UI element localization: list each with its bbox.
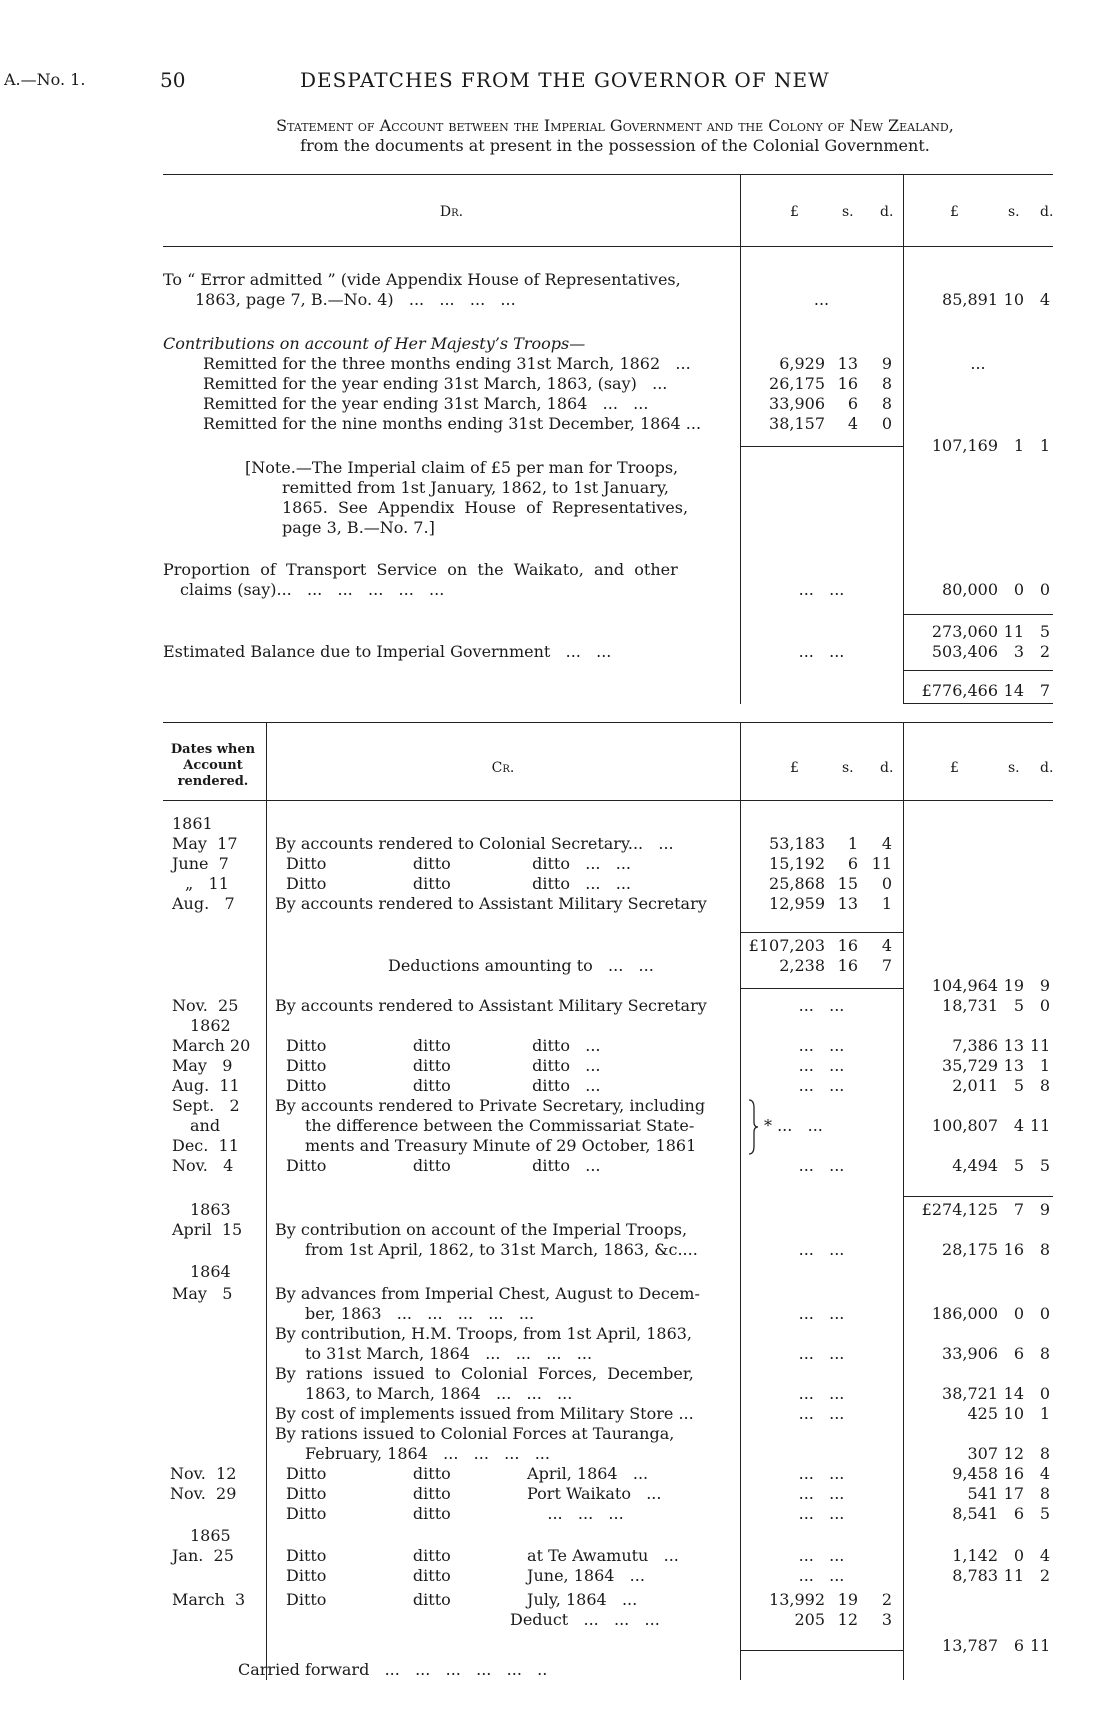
cr-row-mid: ... ...: [798, 1156, 845, 1175]
error-mid-dots: ...: [813, 290, 830, 309]
cr-net1-shillings: 19: [1003, 976, 1024, 995]
error-line-2: 1863, page 7, B.—No. 4) ... ... ... ...: [195, 290, 516, 309]
remit-4-pence: 0: [881, 414, 892, 433]
cr-row-date: Aug. 7: [172, 894, 235, 913]
page-title: DESPATCHES FROM THE GOVERNOR OF NEW: [300, 68, 830, 92]
implements-text: By cost of implements issued from Military Store ...: [275, 1404, 694, 1423]
dr-col-pound: £: [790, 204, 799, 220]
note-line-2: remitted from 1st January, 1862, to 1st January,: [282, 478, 669, 497]
cr-row-text: Ditto ditto April, 1864 ...: [286, 1464, 649, 1483]
deductions-pence: 7: [881, 956, 892, 975]
cr-row-mid: ... ...: [798, 1036, 845, 1055]
remit-1-pence: 9: [881, 354, 892, 373]
cr-row-shillings: 5: [1013, 1156, 1024, 1175]
cr-row-mid: ... ...: [798, 1076, 845, 1095]
cr-row-pence: 8: [1039, 1076, 1050, 1095]
dr-heading: Dr.: [439, 204, 464, 220]
rations-mid: ... ...: [798, 1384, 845, 1403]
cr-row-shillings: 6: [1013, 1504, 1024, 1523]
transport-line-1: Proportion of Transport Service on the Waikato, and other: [163, 560, 678, 579]
cr-row-date: Jan. 25: [172, 1546, 234, 1565]
dr-subtotal-pounds: 273,060: [931, 622, 998, 641]
private-pence: 11: [1030, 1116, 1051, 1135]
tauranga-line-2: February, 1864 ... ... ... ...: [305, 1444, 550, 1463]
deduct-text: Deduct ... ... ...: [510, 1610, 660, 1629]
error-line-1: To “ Error admitted ” (vide Appendix House of Representatives,: [163, 270, 681, 289]
cr-row-pence: 1: [881, 894, 892, 913]
balance-label: Estimated Balance due to Imperial Government ... ...: [163, 642, 612, 661]
remit-4-shillings: 4: [847, 414, 858, 433]
cr-row-pounds: 15,192: [769, 854, 825, 873]
remit-3-label: Remitted for the year ending 31st March, 1864 ... ...: [203, 394, 649, 413]
rations-pence: 0: [1039, 1384, 1050, 1403]
cr-row-pounds: 12,959: [769, 894, 825, 913]
page-number: 50: [160, 68, 186, 92]
net-last-pence: 11: [1030, 1636, 1051, 1655]
cr-row-pounds: 9,458: [952, 1464, 998, 1483]
cr-sum2-pence: 9: [1039, 1200, 1050, 1219]
net-last-shillings: 6: [1013, 1636, 1024, 1655]
dr-grand-total-pence: 7: [1039, 681, 1050, 700]
dr-col-pound-2: £: [950, 204, 959, 220]
implements-pence: 1: [1039, 1404, 1050, 1423]
cr-row-text: Ditto ditto ... ... ...: [286, 1504, 624, 1523]
cr-row-text: Ditto ditto ditto ...: [286, 1156, 601, 1175]
private-date-2: and: [190, 1116, 221, 1135]
year-1863: 1863: [190, 1200, 231, 1219]
dr-head-rule: [163, 246, 1053, 247]
cr-heading: Cr.: [491, 760, 515, 776]
cr-row-date: March 3: [172, 1590, 246, 1609]
cr-row-date: April 15: [172, 1220, 243, 1239]
contrib64-line-2: to 31st March, 1864 ... ... ... ...: [305, 1344, 593, 1363]
cr-row-date: Nov. 25: [172, 996, 239, 1015]
remit-1-label: Remitted for the three months ending 31st March, 1862 ...: [203, 354, 691, 373]
error-total-pence: 4: [1039, 290, 1050, 309]
cr-row-shillings: 6: [847, 854, 858, 873]
error-total-shillings: 10: [1003, 290, 1024, 309]
cr-col-pence: d.: [880, 760, 894, 776]
cr-row-text: By accounts rendered to Assistant Military Secretary: [275, 894, 707, 913]
april-pence: 8: [1039, 1240, 1050, 1259]
cr-row-shillings: 15: [837, 874, 858, 893]
error-total-pounds: 85,891: [942, 290, 998, 309]
cr-row-mid: ... ...: [798, 996, 845, 1015]
contributions-total-shillings: 1: [1013, 436, 1024, 455]
remit-1-shillings: 13: [837, 354, 858, 373]
cr-row-pence: 0: [1039, 996, 1050, 1015]
cr-row-pounds: 7,386: [952, 1036, 998, 1055]
document-reference: A.—No. 1.: [4, 70, 86, 89]
balance-shillings: 3: [1013, 642, 1024, 661]
cr-row-pence: 5: [1039, 1156, 1050, 1175]
cr-row-date: Aug. 11: [172, 1076, 240, 1095]
private-date-1: Sept. 2: [172, 1096, 240, 1115]
april-line-1: By contribution on account of the Imperial Troops,: [275, 1220, 688, 1239]
cr-row-pounds: 35,729: [942, 1056, 998, 1075]
subtitle-line-2: from the documents at present in the possession of the Colonial Government.: [300, 136, 930, 155]
year-1862: 1862: [190, 1016, 231, 1035]
cr-row-pounds: 541: [967, 1484, 998, 1503]
cr-row-shillings: 13: [1003, 1036, 1024, 1055]
cr-row-shillings: 11: [1003, 1566, 1024, 1585]
private-mid: * ... ...: [764, 1116, 823, 1135]
cr-row-date: „ 11: [185, 874, 229, 893]
deductions-shillings: 16: [837, 956, 858, 975]
cr-row-shillings: 1: [847, 834, 858, 853]
dates-heading: Dates when Account rendered.: [170, 742, 256, 789]
cr-row-date: May 17: [172, 834, 238, 853]
cr-row-pence: 2: [1039, 1566, 1050, 1585]
note-line-3: 1865. See Appendix House of Representatives,: [282, 498, 689, 517]
note-line-4: page 3, B.—No. 7.]: [282, 518, 435, 537]
contributions-total-pence: 1: [1039, 436, 1050, 455]
may5-mid: ... ...: [798, 1304, 845, 1323]
cr-row-text: By accounts rendered to Colonial Secretary... ...: [275, 834, 674, 853]
contrib64-mid: ... ...: [798, 1344, 845, 1363]
may5-shillings: 0: [1013, 1304, 1024, 1323]
implements-mid: ... ...: [798, 1404, 845, 1423]
tauranga-pounds: 307: [967, 1444, 998, 1463]
cr-row-mid: ... ...: [798, 1056, 845, 1075]
private-line-2: the difference between the Commissariat State-: [305, 1116, 695, 1135]
tauranga-pence: 8: [1039, 1444, 1050, 1463]
carried-forward: Carried forward ... ... ... ... ... ..: [238, 1660, 548, 1679]
april-line-2: from 1st April, 1862, to 31st March, 1863, &c....: [305, 1240, 698, 1259]
deduct-pence: 3: [881, 1610, 892, 1629]
cr-row-text: Ditto ditto ditto ...: [286, 1036, 601, 1055]
dr-col-pence: d.: [880, 204, 894, 220]
transport-total-pence: 0: [1039, 580, 1050, 599]
cr-row-pounds: 4,494: [952, 1156, 998, 1175]
cr-row-shillings: 5: [1013, 1076, 1024, 1095]
dr-grand-total-pounds: £776,466: [921, 681, 998, 700]
remit-2-pounds: 26,175: [769, 374, 825, 393]
cr-row-text: Ditto ditto ditto ... ...: [286, 854, 632, 873]
transport-total-shillings: 0: [1013, 580, 1024, 599]
cr-sum1-shillings: 16: [837, 936, 858, 955]
cr-col-pound: £: [790, 760, 799, 776]
rations-line-1: By rations issued to Colonial Forces, December,: [275, 1364, 694, 1383]
cr-net1-rule: [740, 988, 903, 989]
dr-col-pence-2: d.: [1040, 204, 1054, 220]
may5-pounds: 186,000: [931, 1304, 998, 1323]
cr-row-pence: 4: [1039, 1464, 1050, 1483]
cr-row-text: Ditto ditto Port Waikato ...: [286, 1484, 662, 1503]
subtitle-line-1: Statement of Account between the Imperial Government and the Colony of New Zealand,: [276, 116, 954, 135]
private-line-3: ments and Treasury Minute of 29 October, 1861: [305, 1136, 697, 1155]
cr-row-pence: 4: [881, 834, 892, 853]
dr-remit-sum-rule: [740, 446, 903, 447]
private-shillings: 4: [1013, 1116, 1024, 1135]
april-pounds: 28,175: [942, 1240, 998, 1259]
cr-sum1-pence: 4: [881, 936, 892, 955]
cr-row-text: Ditto ditto ditto ...: [286, 1056, 601, 1075]
note-line-1: [Note.—The Imperial claim of £5 per man for Troops,: [245, 458, 679, 477]
contributions-dots: ...: [970, 354, 986, 373]
cr-row-text: Ditto ditto at Te Awamutu ...: [286, 1546, 679, 1565]
remit-3-pounds: 33,906: [769, 394, 825, 413]
cr-row-shillings: 13: [1003, 1056, 1024, 1075]
cr-row-pounds: 8,541: [952, 1504, 998, 1523]
balance-pence: 2: [1039, 642, 1050, 661]
deductions-pounds: 2,238: [779, 956, 825, 975]
cr-row-text: Ditto ditto ditto ... ...: [286, 874, 632, 893]
private-pounds: 100,807: [931, 1116, 998, 1135]
april-shillings: 16: [1003, 1240, 1024, 1259]
cr-row-pence: 5: [1039, 1504, 1050, 1523]
net-last-pounds: 13,787: [942, 1636, 998, 1655]
transport-line-2: claims (say)... ... ... ... ... ...: [180, 580, 445, 599]
cr-row-pounds: 2,011: [952, 1076, 998, 1095]
cr-net1-pence: 9: [1039, 976, 1050, 995]
cr-row-mid: ... ...: [798, 1566, 845, 1585]
implements-pounds: 425: [967, 1404, 998, 1423]
balance-mid-dots: ... ...: [798, 642, 845, 661]
march3-pence: 2: [881, 1590, 892, 1609]
dr-grand-total-shillings: 14: [1003, 681, 1024, 700]
remit-3-shillings: 6: [847, 394, 858, 413]
statement-subtitle: [170, 116, 1060, 156]
remit-1-pounds: 6,929: [779, 354, 825, 373]
cr-row-mid: ... ...: [798, 1546, 845, 1565]
year-1861: 1861: [172, 814, 213, 833]
cr-col-shillings-2: s.: [1008, 760, 1020, 776]
march3-shillings: 19: [837, 1590, 858, 1609]
cr-row-pence: 4: [1039, 1546, 1050, 1565]
may5-pence: 0: [1039, 1304, 1050, 1323]
rations-shillings: 14: [1003, 1384, 1024, 1403]
remit-2-pence: 8: [881, 374, 892, 393]
year-1864: 1864: [190, 1262, 231, 1281]
balance-pounds: 503,406: [931, 642, 998, 661]
cr-sum1-rule: [740, 932, 903, 933]
cr-row-text: Ditto ditto June, 1864 ...: [286, 1566, 645, 1585]
cr-row-pence: 8: [1039, 1484, 1050, 1503]
deductions-label: Deductions amounting to ... ...: [388, 956, 654, 975]
cr-row-pence: 1: [1039, 1056, 1050, 1075]
remit-2-label: Remitted for the year ending 31st March, 1863, (say) ...: [203, 374, 668, 393]
may5-line-1: By advances from Imperial Chest, August to Decem-: [275, 1284, 700, 1303]
remit-2-shillings: 16: [837, 374, 858, 393]
implements-shillings: 10: [1003, 1404, 1024, 1423]
cr-sum1-pounds: £107,203: [748, 936, 825, 955]
cr-col-shillings: s.: [842, 760, 854, 776]
rations-pounds: 38,721: [942, 1384, 998, 1403]
cr-net1-pounds: 104,964: [931, 976, 998, 995]
cr-row-pounds: 8,783: [952, 1566, 998, 1585]
contributions-heading: Contributions on account of Her Majesty’s Troops—: [163, 334, 586, 353]
cr-row-shillings: 17: [1003, 1484, 1024, 1503]
dr-subtotal-rule: [903, 614, 1053, 615]
dr-subtotal-pence: 5: [1039, 622, 1050, 641]
dr-total-rule: [903, 670, 1053, 671]
private-line-1: By accounts rendered to Private Secretary, including: [275, 1096, 706, 1115]
dr-col-shillings: s.: [842, 204, 854, 220]
dr-subtotal-shillings: 11: [1003, 622, 1024, 641]
deduct-shillings: 12: [837, 1610, 858, 1629]
contributions-total-pounds: 107,169: [931, 436, 998, 455]
contrib64-line-1: By contribution, H.M. Troops, from 1st April, 1863,: [275, 1324, 693, 1343]
cr-row-mid: ... ...: [798, 1484, 845, 1503]
contrib64-pounds: 33,906: [942, 1344, 998, 1363]
year-1865: 1865: [190, 1526, 231, 1545]
may5-line-2: ber, 1863 ... ... ... ... ...: [305, 1304, 535, 1323]
cr-sum2-pounds: £274,125: [921, 1200, 998, 1219]
cr-row-shillings: 13: [837, 894, 858, 913]
cr-sum2-rule: [903, 1196, 1053, 1197]
cr-row-mid: ... ...: [798, 1504, 845, 1523]
cr-row-date: June 7: [172, 854, 229, 873]
rations-line-2: 1863, to March, 1864 ... ... ...: [305, 1384, 573, 1403]
cr-row-date: May 9: [172, 1056, 233, 1075]
cr-row-pence: 11: [1030, 1036, 1051, 1055]
cr-row-text: By accounts rendered to Assistant Military Secretary: [275, 996, 707, 1015]
cr-row-pence: 0: [881, 874, 892, 893]
transport-total-pounds: 80,000: [942, 580, 998, 599]
cr-row-pence: 11: [871, 854, 892, 873]
remit-4-pounds: 38,157: [769, 414, 825, 433]
remit-4-label: Remitted for the nine months ending 31st December, 1864 ...: [203, 414, 702, 433]
cr-row-date: May 5: [172, 1284, 233, 1303]
dr-col-rule-1: [740, 174, 741, 704]
cr-col-pound-2: £: [950, 760, 959, 776]
cr-row-date: Nov. 4: [172, 1156, 234, 1175]
cr-head-rule: [163, 800, 1053, 801]
cr-row-pounds: 1,142: [952, 1546, 998, 1565]
cr-deduct-rule: [740, 1650, 903, 1651]
cr-row-text: Ditto ditto ditto ...: [286, 1076, 601, 1095]
dr-top-rule: [163, 174, 1053, 175]
private-date-3: Dec. 11: [172, 1136, 239, 1155]
dr-bottom-rule: [903, 703, 1053, 704]
page-header: [0, 68, 1114, 94]
remit-3-pence: 8: [881, 394, 892, 413]
transport-mid-dots: ... ...: [798, 580, 845, 599]
deduct-pounds: 205: [794, 1610, 825, 1629]
cr-row-pounds: 18,731: [942, 996, 998, 1015]
cr-row-date: March 20: [172, 1036, 251, 1055]
cr-col-rule-1: [740, 722, 741, 1680]
cr-dates-rule: [266, 722, 267, 1680]
contrib64-shillings: 6: [1013, 1344, 1024, 1363]
contrib64-pence: 8: [1039, 1344, 1050, 1363]
tauranga-line-1: By rations issued to Colonial Forces at Tauranga,: [275, 1424, 675, 1443]
cr-row-text: Ditto ditto July, 1864 ...: [286, 1590, 638, 1609]
march3-pounds: 13,992: [769, 1590, 825, 1609]
cr-row-date: Nov. 29: [170, 1484, 237, 1503]
cr-row-shillings: 16: [1003, 1464, 1024, 1483]
cr-col-pence-2: d.: [1040, 760, 1054, 776]
cr-row-date: Nov. 12: [170, 1464, 237, 1483]
dr-col-shillings-2: s.: [1008, 204, 1020, 220]
cr-top-rule: [163, 722, 1053, 723]
tauranga-shillings: 12: [1003, 1444, 1024, 1463]
cr-row-shillings: 0: [1013, 1546, 1024, 1565]
cr-row-shillings: 5: [1013, 996, 1024, 1015]
brace-icon: [746, 1098, 760, 1156]
cr-sum2-shillings: 7: [1013, 1200, 1024, 1219]
cr-row-pounds: 25,868: [769, 874, 825, 893]
cr-row-pounds: 53,183: [769, 834, 825, 853]
april-mid: ... ...: [798, 1240, 845, 1259]
cr-row-mid: ... ...: [798, 1464, 845, 1483]
